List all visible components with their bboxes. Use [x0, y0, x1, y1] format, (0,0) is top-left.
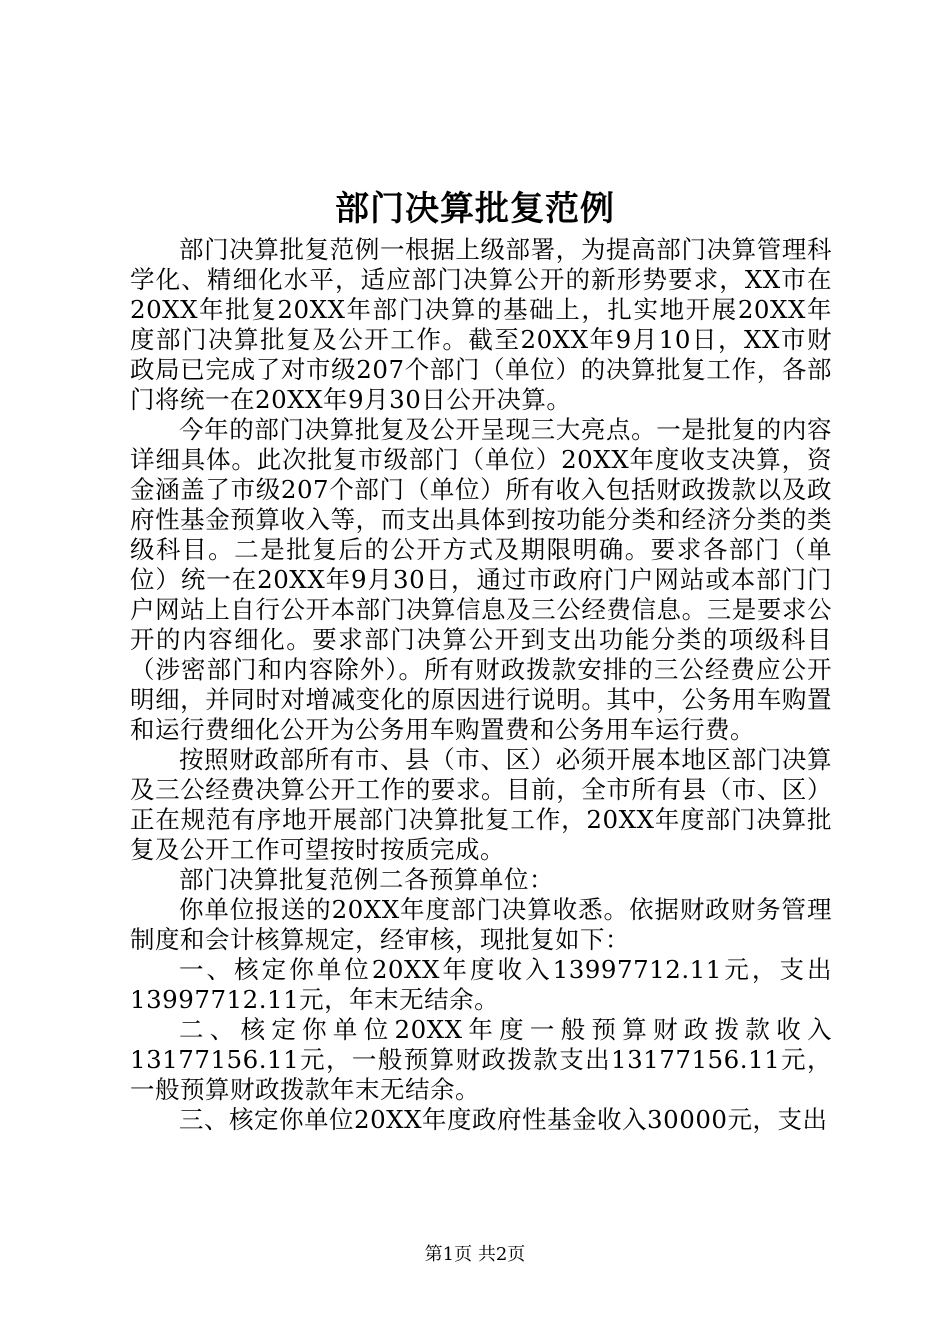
- document-body: [130, 235, 832, 1135]
- paragraph-2: 今年的部门决算批复及公开呈现三大亮点。一是批复的内容详细具体。此次批复市级部门（单位）20XX年度收支决算，资金涵盖了市级207个部门（单位）所有收入包括财政拨款以及政府性基金预算收入等，而支出具体到按功能分类和经济分类的类级科目。二是批复后的公开方式及期限明确。要求各部门（单位）统一在20XX年9月30日，通过市政府门户网站或本部门门户网站上自行公开本部门决算信息及三公经费信息。三是要求公开的内容细化。要求部门决算公开到支出功能分类的项级科目（涉密部门和内容除外）。所有财政拨款安排的三公经费应公开明细，并同时对增减变化的原因进行说明。其中，公务用车购置和运行费细化公开为公务用车购置费和公务用车运行费。: [130, 415, 832, 744]
- paragraph-4: 部门决算批复范例二各预算单位：: [179, 865, 554, 894]
- paragraph-7: 二、核定你单位20XX年度一般预算财政拨款收入13177156.11元，一般预算财政拨款支出13177156.11元，一般预算财政拨款年末无结余。: [130, 1015, 832, 1104]
- paragraph-8: 三、核定你单位20XX年度政府性基金收入30000元，支出: [179, 1105, 828, 1134]
- paragraph-6: 一、核定你单位20XX年度收入13997712.11元，支出13997712.11元，年末无结余。: [130, 955, 832, 1014]
- document-title: 部门决算批复范例: [335, 189, 615, 229]
- page-number-footer: 第1页 共2页: [424, 1244, 526, 1265]
- paragraph-5: 你单位报送的20XX年度部门决算收悉。依据财政财务管理制度和会计核算规定，经审核，现批复如下：: [130, 895, 832, 954]
- paragraph-3: 按照财政部所有市、县（市、区）必须开展本地区部门决算及三公经费决算公开工作的要求。目前，全市所有县（市、区）正在规范有序地开展部门决算批复工作，20XX年度部门决算批复及公开工作可望按时按质完成。: [130, 745, 832, 864]
- paragraph-1: 部门决算批复范例一根据上级部署，为提高部门决算管理科学化、精细化水平，适应部门决算公开的新形势要求，XX市在20XX年批复20XX年部门决算的基础上，扎实地开展20XX年度部门决算批复及公开工作。截至20XX年9月10日，XX市财政局已完成了对市级207个部门（单位）的决算批复工作，各部门将统一在20XX年9月30日公开决算。: [130, 235, 832, 414]
